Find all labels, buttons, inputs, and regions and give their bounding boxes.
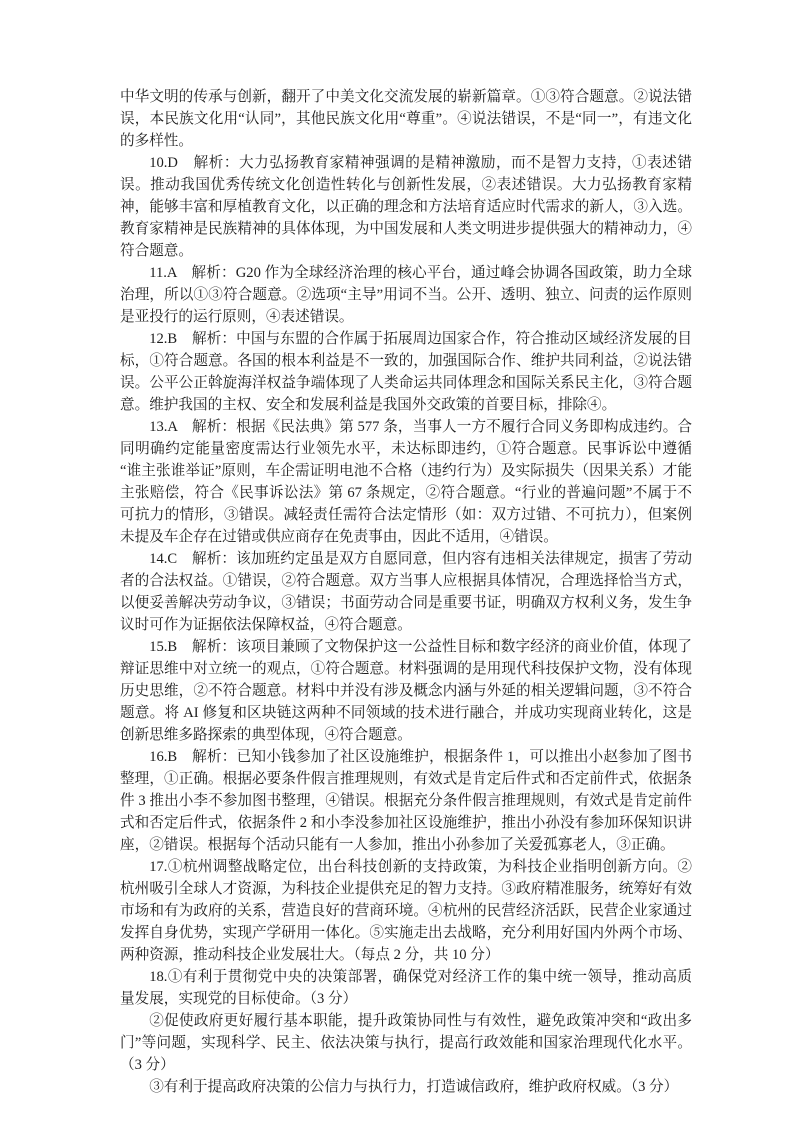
answer-paragraph-18-point-3: ③有利于提高政府决策的公信力与执行力，打造诚信政府，维护政府权威。（3 分） bbox=[149, 1079, 679, 1095]
answer-paragraph-17: 17.①杭州调整战略定位，出台科技创新的支持政策，为科技企业指明创新方向。②杭州吸引全球人才资源，为科技企业提供充足的智力支持。③政府精准服务，统筹好有效市场和有为政府的关系，营造良好的营商环境。④杭州的民营经济活跃，民营企业家通过发挥自身优势，实现产学研用一体化。⑤实施走出去战略，充分利用好国内外两个市场、两种资源，推动科技企业发展壮大。（每点 2 分，共 10 分） bbox=[120, 859, 692, 963]
answer-paragraph-15-B: 15.B 解析：该项目兼顾了文物保护这一公益性目标和数字经济的商业价值，体现了辩证思维中对立统一的观点，①符合题意。材料强调的是用现代科技保护文物，没有体现历史思维，②不符合题意。材料中并没有涉及概念内涵与外延的相关逻辑问题，③不符合题意。将 AI 修复和区块链这两种不同领域的技术进行融合，并成功实现商业转化，这是创新思维多路探索的典型体现，④符合题意。 bbox=[120, 639, 692, 743]
answer-paragraph-18-point-2: ②促使政府更好履行基本职能，提升政策协同性与有效性，避免政策冲突和“政出多门”等问题，实现科学、民主、依法决策与执行，提高行政效能和国家治理现代化水平。（3 分） bbox=[120, 1013, 692, 1073]
answer-paragraph-18-point-1: 18.①有利于贯彻党中央的决策部署，确保党对经济工作的集中统一领导，推动高质量发展，实现党的目标使命。（3 分） bbox=[120, 969, 692, 1007]
answer-paragraph-13-A: 13.A 解析：根据《民法典》第 577 条，当事人一方不履行合同义务即构成违约。合同明确约定能量密度需达行业领先水平，未达标即违约，①符合题意。民事诉讼中遵循“谁主张谁举证”原则，车企需证明电池不合格（违约行为）及实际损失（因果关系）才能主张赔偿，符合《民事诉讼法》第 67 条规定，②符合题意。“行业的普遍问题”不属于不可抗力的情形，③错误。减轻责任需符合法定情形（如：双方过错、不可抗力），但案例未提及车企存在过错或供应商存在免责事由，因此不适用，④错误。 bbox=[120, 419, 692, 545]
answer-paragraph-10-D: 10.D 解析：大力弘扬教育家精神强调的是精神激励，而不是智力支持，①表述错误。推动我国优秀传统文化创造性转化与创新性发展，②表述错误。大力弘扬教育家精神，能够丰富和厚植教育文化，以正确的理念和方法培育适应时代需求的新人，③入选。教育家精神是民族精神的具体体现，为中国发展和人类文明进步提供强大的精神动力，④符合题意。 bbox=[120, 155, 692, 259]
answer-text-block bbox=[120, 86, 692, 1098]
answer-paragraph-14-C: 14.C 解析：该加班约定虽是双方自愿同意，但内容有违相关法律规定，损害了劳动者的合法权益。①错误，②符合题意。双方当事人应根据具体情况，合理选择恰当方式，以便妥善解决劳动争议，③错误；书面劳动合同是重要书证，明确双方权利义务，发生争议时可作为证据依法保障权益，④符合题意。 bbox=[120, 551, 692, 633]
answer-paragraph-12-B: 12.B 解析：中国与东盟的合作属于拓展周边国家合作，符合推动区域经济发展的目标，①符合题意。各国的根本利益是不一致的，加强国际合作、维护共同利益，②说法错误。公平公正斡旋海洋权益争端体现了人类命运共同体理念和国际关系民主化，③符合题意。维护我国的主权、安全和发展利益是我国外交政策的首要目标，排除④。 bbox=[120, 331, 692, 413]
answer-paragraph-16-B: 16.B 解析：已知小钱参加了社区设施维护，根据条件 1，可以推出小赵参加了图书整理，①正确。根据必要条件假言推理规则，有效式是肯定后件式和否定前件式，依据条件 3 推出小李不参加图书整理，④错误。根据充分条件假言推理规则，有效式是肯定前件式和否定后件式，依据条件 2 和小李没参加社区设施维护，推出小孙没有参加环保知识讲座，②错误。根据每个活动只能有一人参加，推出小孙参加了关爱孤寡老人，③正确。 bbox=[120, 749, 692, 853]
answer-paragraph-11-A: 11.A 解析：G20 作为全球经济治理的核心平台，通过峰会协调各国政策，助力全球治理，所以①③符合题意。②选项“主导”用词不当。公开、透明、独立、问责的运作原则是亚投行的运行原则，④表述错误。 bbox=[120, 265, 692, 325]
answer-paragraph-9-continuation: 中华文明的传承与创新，翻开了中美文化交流发展的崭新篇章。①③符合题意。②说法错误，本民族文化用“认同”，其他民族文化用“尊重”。④说法错误，不是“同一”，有违文化的多样性。 bbox=[120, 89, 692, 149]
